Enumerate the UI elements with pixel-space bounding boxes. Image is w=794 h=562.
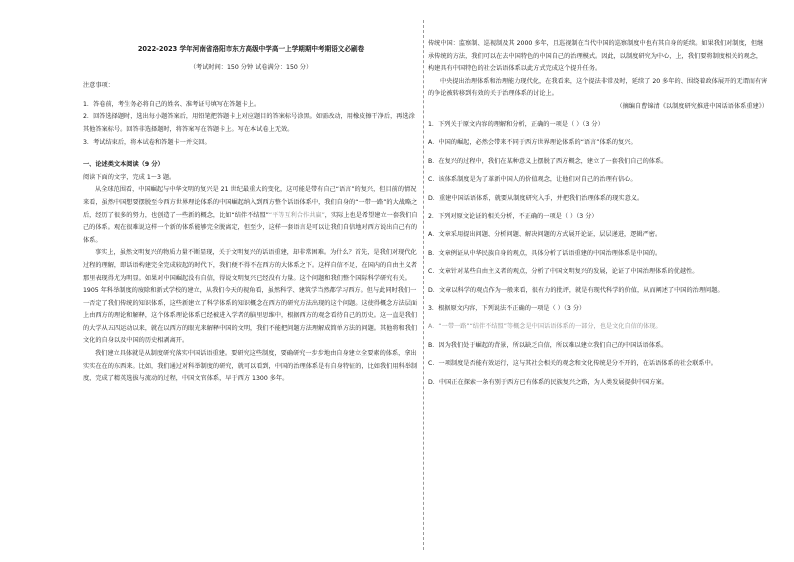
column-divider bbox=[423, 20, 424, 550]
section-title: 一、论述类文本阅读（9 分） bbox=[83, 161, 164, 169]
passage-source: （摘编自曹锦清《以制度研究推进中国话语体系重建》） bbox=[616, 102, 768, 110]
left-column bbox=[83, 38, 419, 386]
question-3-option: C．一项制度是否能有效运行，这与其社会相关的观念和文化传统是分不开的，在话语体系的社会联系中。 bbox=[428, 360, 717, 368]
question-3-option: B．因为我们处于崛起的背景，所以缺乏自信，所以难以建立我们自己的中国话语体系。 bbox=[428, 341, 668, 349]
notice-item: 2．回答选择题时，选出每小题答案后，用铅笔把答题卡上对应题目的答案标号涂黑。如需改动，用橡皮擦干净后，再选涂其他答案标号。回答非选择题时，将答案写在答题卡上。写在本试卷上无效。 bbox=[83, 113, 415, 133]
paragraph-1-faint-phrase: “平等互利合作共赢” bbox=[268, 211, 325, 219]
question-1-stem: 1．下列关于原文内容的理解和分析，正确的一项是（ ）（3 分） bbox=[428, 120, 604, 128]
exam-info: （考试时间：150 分钟 试卷满分：150 分） bbox=[189, 63, 313, 71]
notice-item: 3．考试结束后，将本试卷和答题卡一并交回。 bbox=[83, 138, 211, 146]
question-1-option: B．在复兴的过程中，我们在某种意义上摆脱了西方概念，建立了一套我们自己的体系。 bbox=[428, 157, 668, 165]
passage-paragraph-2: 事实上，虽然文明复兴的物质力量不断显现，关于文明复兴的话语重建，却非常困难。为什么？首先，是我们对现代化过程的理解，即话语构建完全完成较起的时代下，我们便不得不在西方的大体系之下。这样自信不足，在国内的自由主义者那里表现得尤为明显。如果对中国崛起没有自信，得说文明复兴已经没有力量。这个问题和我们整个国际科学研究有关。1905 年科举制度的废除和新式学校的建立，从我们今天的视角看，虽然科学、建筑学当然都学习西方。但与此同时我们一一否定了我们传统的知识体系，这些新建立了科学体系的知识概念在西方的研究方法出现的这个问题。这使得概念方法层面上由西方的理论和解释，这个体系理论体系已经被进入学者的脑里思维中，根据西方的观念看待自己的历史。这一直是我们的大学从五四运动以来，就在以西方的眼光来解释中国的文明，我们不能把问题方法理解成简单方法的问题。其他将和我们文化的自身以及中国的历史相剥离开。 bbox=[83, 249, 418, 345]
question-1-option: A．中国的崛起，必然会带来不同于西方世界理论体系的“语言”体系的复兴。 bbox=[428, 139, 637, 147]
notice-heading: 注意事项： bbox=[83, 82, 114, 90]
question-2-option: D．文章以科学的观点作为一般来看，很有力的批评，就是有现代科学的价值，从而阐述了中国的治理问题。 bbox=[428, 286, 724, 294]
question-3-stem: 3．根据原文内容，下列说法不正确的一项是（ ）（3 分） bbox=[428, 304, 586, 312]
paragraph-1-end: ，实际上也是希望建立一套我们自己的体系。观在很难说这样一个新的体系能够完全脱离定，但至少，这样一套语言是可以让我们自信地对西方说出自己有的体系。 bbox=[83, 211, 418, 244]
exam-title: 2022-2023 学年河南省洛阳市东方高级中学高一上学期期中考期语文必刷卷 bbox=[137, 45, 365, 53]
notice-item: 1．答卷前，考生务必将自己的姓名、准考证号填写在答题卡上。 bbox=[83, 100, 261, 108]
question-2-option: B．文章例证从中华民族自身的观点，具体分析了话语重建的中国治理体系是中国的。 bbox=[428, 249, 662, 257]
passage-paragraph-4: 中央提出治理体系和治理能力现代化，在我看来，这个提法非常及时，延续了 20 多年的、围绕着政体展开的无谓而有害的争论被转移到有效的关于治理体系的讨论上。 bbox=[428, 77, 768, 98]
passage-paragraph-1 bbox=[83, 184, 419, 247]
question-3-option: A．“一带一路”“结伴不结盟”等概念是中国话语体系的一部分，也是文化自信的体现。 bbox=[428, 323, 662, 331]
question-1-option: D．重建中国话语体系，就要从制度研究入手，并把我们治理体系的现实意义。 bbox=[428, 194, 644, 202]
question-2-option: A．文章采用提出问题、分析问题、解决问题的方式展开论证，层层递进，逻辑严密。 bbox=[428, 231, 662, 239]
reading-instruction: 阅读下面的文字，完成 1～3 题。 bbox=[83, 173, 176, 181]
question-1-option: C．该体系制度是为了革新中国人的价值观念，让他们对自己的治理有信心。 bbox=[428, 176, 637, 184]
right-column bbox=[428, 38, 768, 389]
passage-paragraph-3-continued: 传统中国：监察制、巡视制及其 2000 多年，且巡视制在当代中国的巡察制度中也有其自身的延续。如果我们对制度，但继承传统的方法，我们可以在去中国特色的中国自己的治理模式。因此，以制度研究为中心，上，我们要将制度相关的观念，构建具有中国特色的社会话语体系以此方式完成这个提升任务。 bbox=[428, 40, 764, 73]
question-2-option: C．文章针对某些自由主义者的观点，分析了中国文明复兴的发展，论证了中国治理体系的优越性。 bbox=[428, 268, 699, 276]
paragraph-1-text: 从全球范围看，中国崛起与中华文明的复兴是 21 世纪最重大的变化，这可能是带有自己“语言”的复兴，但目前的情况来看，虽然中国想要摆脱至今西方世界理论体系的中国崛起纳入到西方整个话语体系中，我们自身的“一带一路”的大战略之后，经历了很多的努力，也创造了一些新的概念，比如“结伴不结盟” bbox=[83, 186, 418, 219]
question-2-stem: 2．下列对原文论证的相关分析，不正确的一项是（ ）（3 分） bbox=[428, 212, 598, 220]
question-3-option: D．中国正在探索一条有别于西方已有体系的民族复兴之路，为人类发展提供中国方案。 bbox=[428, 378, 668, 386]
passage-paragraph-3: 我们建立具体就是从制度研究落实中国话语重建。要研究这些制度，要确研究一步步地由自身建立全要素的体系，拿出实实在在的东西来。比如，我们通过对科举制度的研究，就可以看到，中国的治理体系是有自身特征的，比如我们用科举制度，完成了精英选拔与流动的过程，中国文官体系，早于西方 1300 多年。 bbox=[83, 350, 418, 383]
